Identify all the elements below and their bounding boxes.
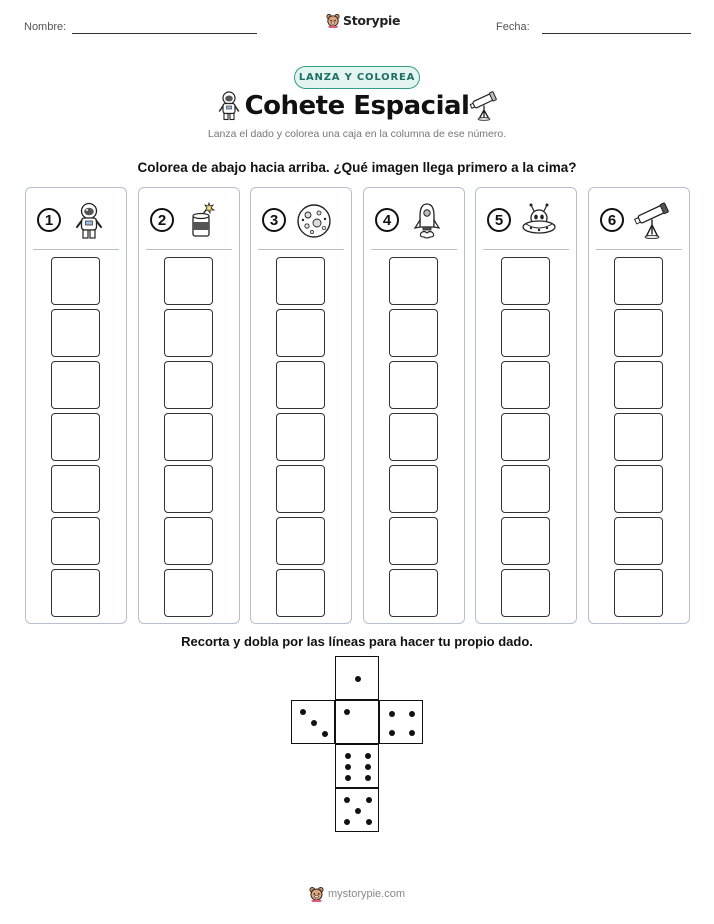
color-box[interactable]	[389, 465, 438, 513]
rocket-icon	[408, 202, 446, 240]
footer-url[interactable]: mystorypie.com	[328, 888, 406, 900]
color-box[interactable]	[51, 309, 100, 357]
color-box[interactable]	[501, 517, 550, 565]
die-pip	[366, 797, 372, 803]
column-6	[588, 187, 690, 624]
brand-name: Storypie	[343, 13, 401, 28]
color-box[interactable]	[51, 517, 100, 565]
color-box[interactable]	[501, 361, 550, 409]
die-face-3	[291, 700, 335, 744]
color-box[interactable]	[389, 361, 438, 409]
color-box[interactable]	[389, 257, 438, 305]
name-label: Nombre:	[24, 21, 67, 33]
activity-badge: LANZA Y COLOREA	[294, 66, 420, 89]
die-pip	[344, 819, 350, 825]
column-divider	[483, 249, 569, 250]
name-line[interactable]	[72, 33, 257, 34]
die-face-1-center	[335, 700, 379, 744]
column-number: 5	[487, 208, 511, 232]
color-box[interactable]	[389, 413, 438, 461]
color-box[interactable]	[164, 309, 213, 357]
color-box[interactable]	[51, 361, 100, 409]
column-5	[475, 187, 577, 624]
column-divider	[258, 249, 344, 250]
brand-logo	[326, 13, 400, 28]
color-box[interactable]	[51, 569, 100, 617]
column-number: 6	[600, 208, 624, 232]
color-box[interactable]	[164, 517, 213, 565]
column-3	[250, 187, 352, 624]
color-box[interactable]	[164, 361, 213, 409]
color-box[interactable]	[501, 569, 550, 617]
moon-icon	[295, 202, 333, 240]
column-number: 1	[37, 208, 61, 232]
column-number: 3	[262, 208, 286, 232]
column-divider	[146, 249, 232, 250]
color-box[interactable]	[51, 257, 100, 305]
die-pip	[311, 720, 317, 726]
cut-instruction: Recorta y dobla por las líneas para hacer tu propio dado.	[181, 634, 533, 649]
color-box[interactable]	[389, 309, 438, 357]
color-box[interactable]	[276, 517, 325, 565]
footer	[309, 886, 405, 902]
die-pip	[409, 711, 415, 717]
die-pip	[365, 753, 371, 759]
die-pip	[345, 775, 351, 781]
telescope-icon	[469, 91, 499, 121]
column-2	[138, 187, 240, 624]
column-divider	[33, 249, 119, 250]
column-divider	[596, 249, 682, 250]
color-box[interactable]	[51, 465, 100, 513]
die-pip	[365, 764, 371, 770]
space-food-can-icon	[183, 202, 221, 240]
color-box[interactable]	[276, 257, 325, 305]
color-box[interactable]	[276, 361, 325, 409]
color-box[interactable]	[501, 309, 550, 357]
die-face-4	[379, 700, 423, 744]
column-number: 4	[375, 208, 399, 232]
die-pip	[344, 797, 350, 803]
color-box[interactable]	[614, 517, 663, 565]
die-pip	[365, 775, 371, 781]
column-4	[363, 187, 465, 624]
color-box[interactable]	[501, 465, 550, 513]
color-box[interactable]	[164, 413, 213, 461]
column-number: 2	[150, 208, 174, 232]
color-box[interactable]	[614, 361, 663, 409]
color-box[interactable]	[501, 257, 550, 305]
bear-icon	[309, 886, 324, 902]
die-face-5	[335, 788, 379, 832]
die-pip	[409, 730, 415, 736]
color-box[interactable]	[164, 465, 213, 513]
color-box[interactable]	[614, 569, 663, 617]
color-box[interactable]	[614, 309, 663, 357]
color-box[interactable]	[276, 569, 325, 617]
page-title: Cohete Espacial	[244, 91, 470, 121]
die-pip	[345, 764, 351, 770]
date-line[interactable]	[542, 33, 691, 34]
bear-icon	[326, 13, 340, 28]
die-pip	[345, 753, 351, 759]
color-box[interactable]	[389, 569, 438, 617]
die-face-6	[335, 744, 379, 788]
die-pip	[355, 676, 361, 682]
color-box[interactable]	[276, 309, 325, 357]
column-1	[25, 187, 127, 624]
die-pip	[355, 808, 361, 814]
die-pip	[366, 819, 372, 825]
telescope-icon	[633, 202, 671, 240]
color-box[interactable]	[614, 413, 663, 461]
page-subtitle: Lanza el dado y colorea una caja en la columna de ese número.	[207, 128, 507, 140]
color-box[interactable]	[276, 465, 325, 513]
color-box[interactable]	[164, 257, 213, 305]
die-pip	[322, 731, 328, 737]
color-box[interactable]	[51, 413, 100, 461]
astronaut-icon	[70, 202, 108, 240]
color-box[interactable]	[276, 413, 325, 461]
date-label: Fecha:	[496, 21, 530, 33]
color-box[interactable]	[501, 413, 550, 461]
die-pip	[300, 709, 306, 715]
instruction-text: Colorea de abajo hacia arriba. ¿Qué imagen llega primero a la cima?	[137, 160, 577, 175]
color-box[interactable]	[614, 465, 663, 513]
color-box[interactable]	[389, 517, 438, 565]
die-pip	[344, 709, 350, 715]
alien-ufo-icon	[520, 202, 558, 240]
color-box[interactable]	[614, 257, 663, 305]
column-divider	[371, 249, 457, 250]
die-pip	[389, 711, 395, 717]
die-pip	[389, 730, 395, 736]
color-box[interactable]	[164, 569, 213, 617]
die-face-1	[335, 656, 379, 700]
